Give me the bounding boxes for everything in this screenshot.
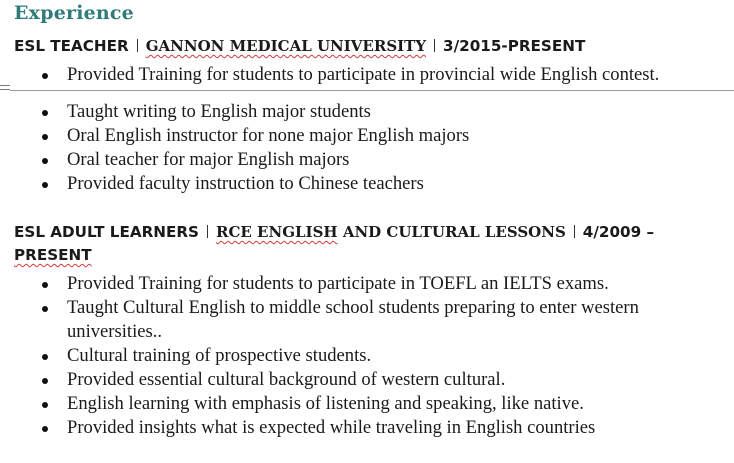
job-organization: GANNON MEDICAL UNIVERSITY — [145, 37, 427, 55]
job2-bullet-list — [0, 272, 707, 440]
job-dates: 4/2009 – — [582, 223, 655, 241]
list-item: Oral English instructor for none major English majors — [0, 124, 707, 148]
job-title-esl-adult-learners — [14, 221, 654, 243]
title-separator — [434, 39, 435, 52]
job-organization-part2: AND CULTURAL LESSONS — [337, 223, 566, 241]
job-dates-continued — [14, 244, 92, 266]
horizontal-rule — [10, 90, 734, 91]
job1-bullet-list-top — [0, 63, 707, 87]
list-item: Provided insights what is expected while traveling in English countries — [0, 416, 707, 440]
job1-bullet-list — [0, 100, 707, 196]
list-item: English learning with emphasis of listening and speaking, like native. — [0, 392, 707, 416]
title-separator — [137, 39, 138, 52]
job-role: ESL ADULT LEARNERS — [14, 223, 199, 241]
job-title-esl-teacher — [14, 35, 585, 57]
list-item: Provided essential cultural background of western cultural. — [0, 368, 707, 392]
title-separator — [574, 225, 575, 238]
job-organization-part1: RCE ENGLISH — [216, 223, 338, 241]
section-heading-experience: Experience — [14, 2, 134, 24]
list-item: Provided Training for students to participate in provincial wide English contest. — [0, 63, 707, 87]
list-item: Taught Cultural English to middle school students preparing to enter western universities.. — [0, 296, 707, 344]
job-dates-line2: PRESENT — [14, 246, 92, 264]
list-item: Provided Training for students to participate in TOEFL an IELTS exams. — [0, 272, 707, 296]
job-dates: 3/2015-PRESENT — [443, 37, 586, 55]
list-item: Oral teacher for major English majors — [0, 148, 707, 172]
list-item: Provided faculty instruction to Chinese teachers — [0, 172, 707, 196]
line-marker-icon — [0, 85, 10, 94]
job-role: ESL TEACHER — [14, 37, 129, 55]
title-separator — [207, 225, 208, 238]
list-item: Taught writing to English major students — [0, 100, 707, 124]
list-item: Cultural training of prospective students. — [0, 344, 707, 368]
